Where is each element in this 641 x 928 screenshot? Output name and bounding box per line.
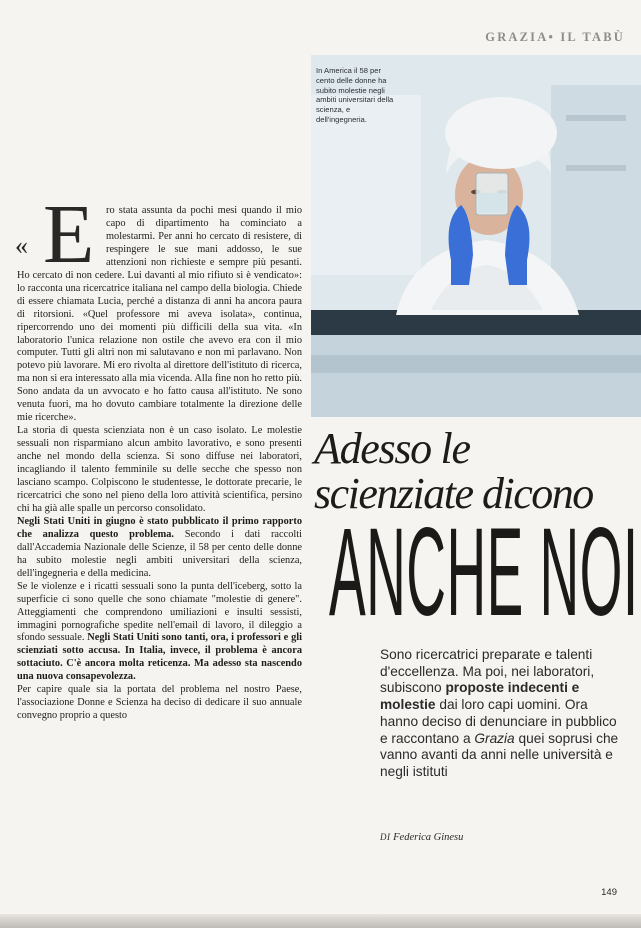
byline-prefix: DI [380,832,391,842]
paragraph-text: Secondo i dati raccolti dall'Accademia Nazionale delle Scienze, il 58 per cento delle donne ha subito molestie negli ambiti universitari della scienza, dell'ingegneria e della medicina. [17,528,302,579]
title-line-2: scienziate dicono [314,469,593,518]
paragraph-bold: Negli Stati Uniti in giugno è stato pubblicato il primo rapporto che analizza questo problema. [17,515,302,540]
paragraph-2 [17,425,302,516]
deck-text: Sono ricercatrici preparate e talenti d'eccellenza. Ma poi, nei laboratori, subiscono [380,647,595,696]
drop-cap-letter: E [43,188,95,281]
page-number: 149 [601,887,617,898]
byline [380,832,463,843]
photo-caption: In America il 58 per cento delle donne ha subito molestie negli ambiti universitari della scienza, e dell'ingegneria. [316,66,394,124]
article-body [15,188,302,723]
paragraph-5 [17,684,302,723]
drop-cap [15,188,103,281]
article-deck [380,647,620,781]
paragraph-text: ro stata assunta da pochi mesi quando il mio capo di dipartimento ha cominciato a molestarmi. Per anni ho cercato di resistere, di respingere le sue mani addosso, le sue attenzioni non richieste e sempre più pesanti. Ho cercato di non cedere. Lui davanti al mio rifiuto si è vendicato»: lo racconta una ricercatrice italiana nel campo della biologia. Chiede di essere chiamata Lucia, perché a distanza di anni ha ancora paura di ritorsioni. «Quel professore mi aveva isolata», continua, ripercorrendo uno dei momenti più difficili della sua vita. «In laboratorio l'unica relazione non ostile che avevo era con il mio computer. Tutti gli altri non mi salutavano e non mi parlavano. Non potevo più lavorare. Mi ero rivolta al direttore dell'istituto di ricerca, ma non si era interessato alla mia vicenda. Alla fine non ho retto più. Sono andata da un avvocato e ho fatto causa all'istituto. Ne sono venuta fuori, ma ho dovuto cambiare totalmente la direzione delle mie ricerche». [17,205,302,424]
paragraph-bold: Negli Stati Uniti sono tanti, ora, i professori e gli scienziati sotto accusa. In Italia, invece, il problema è ancora sottaciuto. C'è ancora molta reticenza. Ma adesso sta nascendo una nuova consapevolezza. [17,632,302,683]
paragraph-3 [17,516,302,581]
deck-text: quei soprusi che vanno avanti da anni nelle università e negli istituti [380,730,619,779]
paragraph-4 [17,581,302,685]
title-line-3: ANCHE NOI [329,503,639,642]
page-bottom-edge [0,914,641,928]
deck-bold: proposte indecenti e molestie [380,680,580,713]
section-header: GRAZIA• IL TABÙ [485,30,625,44]
title-line-1: Adesso le [314,424,470,473]
paragraph-text: Per capire quale sia la portata del problema nel nostro Paese, l'associazione Donne e Scienza ha deciso di dedicare il suo annuale convegno proprio a questo [17,684,302,722]
paragraph-text: La storia di questa scienziata non è un caso isolato. Le molestie sessuali non risparmiano alcun ambito lavorativo, e sono presenti anche nel mondo della scienza. Si sono diffuse nei laboratori, incagliando il talento femminile su delle secche che spesso non lasciano scampo. Colpiscono le studentesse, le dottorate precarie, le ricercatrici che sono nel pieno della loro attività scientifica, persino chi ha già alle spalle un percorso consolidato. [17,425,302,514]
opening-quote: « [15,231,28,260]
deck-italic: Grazia [474,730,515,746]
byline-author: Federica Ginesu [393,832,464,843]
deck-text: dai loro capi uomini. Ora hanno deciso di denunciare in pubblico e raccontano a [380,697,617,746]
paragraph-text: Se le violenze e i ricatti sessuali sono la punta dell'iceberg, sotto la superficie ci sono quelle che sono chiamate "molestie di genere". Atteggiamenti che comprendono umiliazioni e insulti sessisti, immagini pornografiche spedite nell'email di lavoro, il dileggio a sfondo sessuale. [17,580,302,644]
